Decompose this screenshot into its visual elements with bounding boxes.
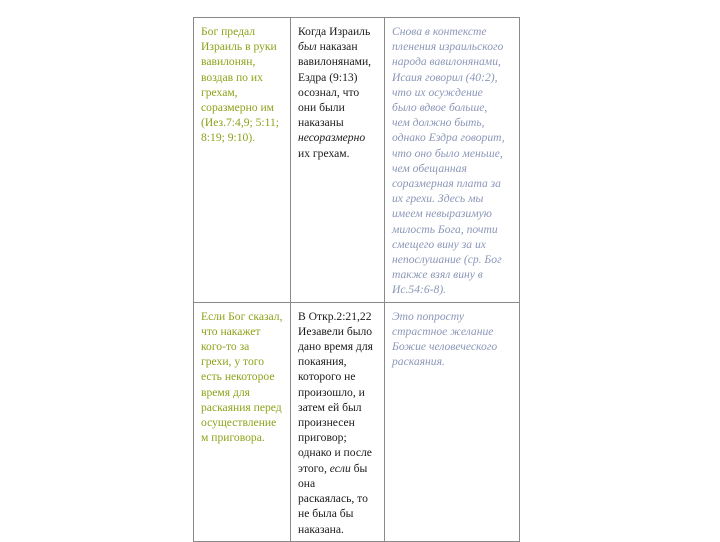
cell-text: Это попросту страстное желание Божие человеческого раскаяния.: [392, 309, 498, 369]
cell-text-rich: В Откр.2:21,22 Иезавели было дано время для покаяния, которого не произошло, и затем ей был произнесен приговор; однако и после этого, если бы она раскаялась, то не была бы наказана.: [298, 309, 373, 536]
cell-text: Если Бог сказал, что накажет кого-то за грехи, у того есть некоторое время для раскаяния перед осуществление м приговора.: [201, 309, 283, 445]
cell-text: Бог предал Израиль в руки вавилонян, воздав по их грехам, соразмерно им (Иез.7:4,9; 5:11; 8:19; 9:10).: [201, 25, 280, 145]
cell-text-rich: Когда Израиль был наказан вавилонянами, Ездра (9:13) осознал, что они были наказаны несоразмерно их грехам.: [298, 25, 372, 160]
comparison-table: [193, 17, 520, 542]
emphasis-text: если: [329, 461, 351, 475]
table-cell: [385, 18, 520, 303]
table-cell: [194, 18, 291, 303]
cell-text: Снова в контексте пленения израильского народа вавилонянами, Исаия говорил (40:2), что их осуждение было вдвое больше, чем должно быть, однако Ездра говорит, что оно было меньше, чем обещанная соразмерная плата за их грехи. Здесь мы имеем невыразимую милость Бога, почти смещего вину за их непослушание (ср. Бог также взял вину в Ис.54:6-8).: [392, 25, 505, 297]
table-cell: [194, 302, 291, 541]
table-row: [194, 302, 520, 541]
emphasis-text: несоразмерно: [298, 131, 366, 145]
emphasis-text: был: [298, 40, 317, 54]
table-cell: [291, 302, 385, 541]
table-cell: [291, 18, 385, 303]
table-cell: [385, 302, 520, 541]
table-row: [194, 18, 520, 303]
